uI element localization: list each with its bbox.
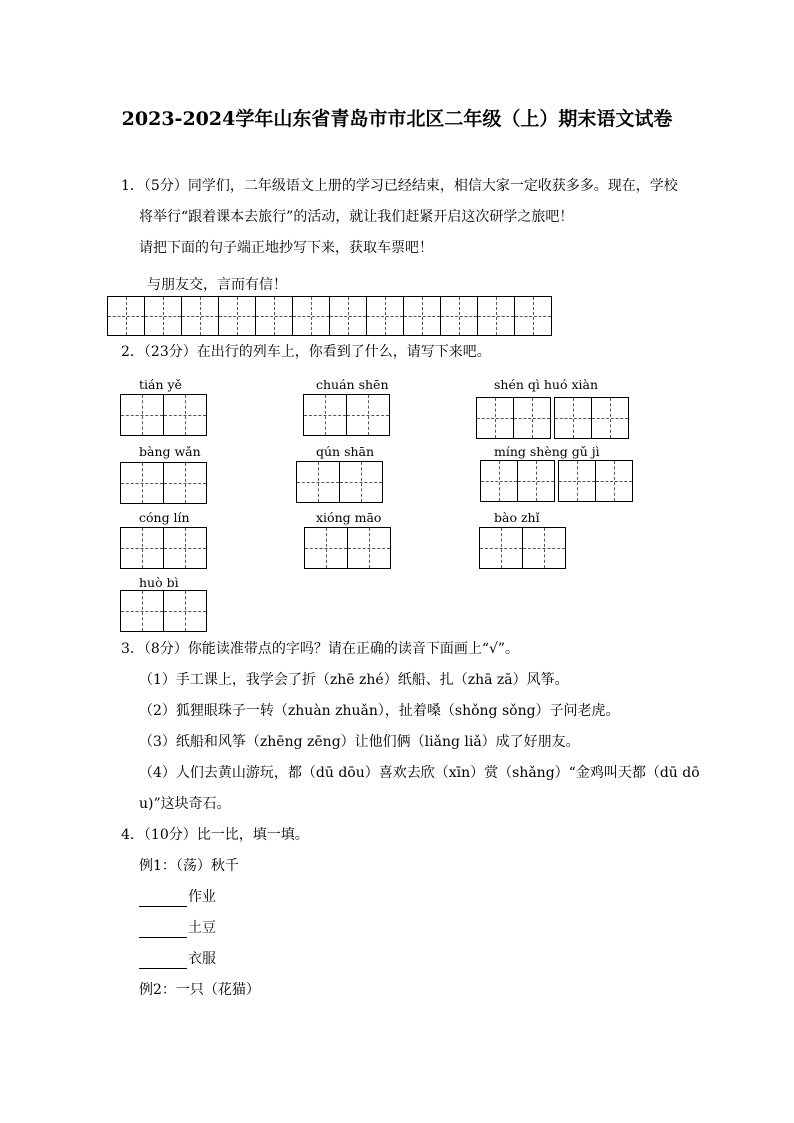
grid-cell[interactable] — [218, 296, 256, 336]
pinyin-label: míng shèng gǔ jì — [494, 444, 600, 459]
fill-blank[interactable] — [139, 953, 187, 969]
answer-grid[interactable] — [120, 394, 206, 436]
grid-cell[interactable] — [107, 296, 145, 336]
grid-cell[interactable] — [517, 460, 555, 502]
q3-item-1: （1）手工课上，我学会了折（zhē zhé）纸船、扎（zhā zā）风筝。 — [139, 672, 569, 688]
answer-grid[interactable] — [120, 462, 206, 504]
answer-grid[interactable] — [120, 527, 206, 569]
grid-cell[interactable] — [304, 527, 348, 569]
q1-line3: 请把下面的句子端正地抄写下来，获取车票吧！ — [139, 240, 433, 256]
copy-grid-row[interactable] — [107, 296, 551, 336]
grid-cell[interactable] — [347, 527, 391, 569]
answer-grid[interactable] — [479, 527, 565, 569]
q4-example-1: 例1：（荡）秋千 — [139, 858, 239, 874]
pinyin-label: shén qì huó xiàn — [494, 377, 599, 392]
q2-heading: 2．（23分）在出行的列车上，你看到了什么，请写下来吧。 — [121, 344, 491, 360]
answer-grid[interactable] — [296, 461, 382, 503]
grid-cell[interactable] — [296, 461, 340, 503]
grid-cell[interactable] — [339, 461, 383, 503]
grid-cell[interactable] — [591, 397, 629, 439]
answer-grid[interactable] — [480, 460, 632, 502]
grid-cell[interactable] — [440, 296, 478, 336]
q1-line1: 1．（5分）同学们，二年级语文上册的学习已经结束，相信大家一定收获多多。现在，学校 — [121, 178, 678, 194]
grid-cell[interactable] — [120, 590, 164, 632]
answer-grid[interactable] — [476, 397, 628, 439]
grid-cell[interactable] — [329, 296, 367, 336]
pinyin-label: tián yě — [139, 377, 182, 392]
pinyin-label: cóng lín — [139, 510, 190, 525]
pinyin-label: chuán shēn — [316, 377, 389, 392]
grid-cell[interactable] — [480, 460, 518, 502]
pinyin-label: xióng māo — [316, 510, 382, 525]
fill-word: 作业 — [188, 889, 216, 905]
grid-cell[interactable] — [513, 397, 551, 439]
q3-item-3: （3）纸船和风筝（zhēng zēng）让他们俩（liǎng liǎ）成了好朋友。 — [139, 734, 580, 750]
grid-cell[interactable] — [163, 527, 207, 569]
grid-cell[interactable] — [514, 296, 552, 336]
grid-cell[interactable] — [144, 296, 182, 336]
grid-cell[interactable] — [120, 462, 164, 504]
q3-item-4-cont: u)”这块奇石。 — [139, 796, 231, 812]
q3-item-4: （4）人们去黄山游玩，都（dū dōu）喜欢去欣（xīn）赏（shǎng）“金鸡叫天都（dū dō — [139, 765, 700, 781]
fill-blank[interactable] — [139, 922, 187, 938]
fill-word: 土豆 — [188, 920, 216, 936]
q4-fill-row — [139, 887, 216, 907]
page-title: 2023-2024学年山东省青岛市市北区二年级（上）期末语文试卷 — [121, 108, 673, 130]
fill-word: 衣服 — [188, 951, 216, 967]
grid-cell[interactable] — [255, 296, 293, 336]
grid-cell[interactable] — [120, 527, 164, 569]
q4-example-2: 例2：一只（花猫） — [139, 982, 260, 998]
grid-cell[interactable] — [476, 397, 514, 439]
q4-fill-row — [139, 918, 216, 938]
q3-item-2: （2）狐狸眼珠子一转（zhuàn zhuǎn），扯着嗓（shǒng sǒng）子问老虎。 — [139, 703, 620, 719]
grid-cell[interactable] — [522, 527, 566, 569]
q4-fill-row — [139, 949, 216, 969]
grid-cell[interactable] — [292, 296, 330, 336]
grid-cell[interactable] — [303, 394, 347, 436]
q1-line2: 将举行“跟着课本去旅行”的活动，就让我们赶紧开启这次研学之旅吧！ — [139, 209, 574, 225]
grid-cell[interactable] — [181, 296, 219, 336]
grid-cell[interactable] — [346, 394, 390, 436]
pinyin-label: huò bì — [139, 575, 179, 590]
grid-cell[interactable] — [163, 462, 207, 504]
pinyin-label: bàng wǎn — [139, 444, 201, 459]
pinyin-label: bào zhǐ — [494, 510, 540, 525]
fill-blank[interactable] — [139, 891, 187, 907]
grid-cell[interactable] — [558, 460, 596, 502]
q4-heading: 4．（10分）比一比，填一填。 — [121, 827, 309, 843]
grid-cell[interactable] — [120, 394, 164, 436]
answer-grid[interactable] — [120, 590, 206, 632]
grid-cell[interactable] — [554, 397, 592, 439]
grid-cell[interactable] — [595, 460, 633, 502]
pinyin-label: qún shān — [316, 444, 375, 459]
grid-cell[interactable] — [163, 394, 207, 436]
answer-grid[interactable] — [303, 394, 389, 436]
q3-heading: 3．（8分）你能读准带点的字吗？请在正确的读音下面画上“√”。 — [121, 641, 520, 657]
grid-cell[interactable] — [366, 296, 404, 336]
q1-sentence: 与朋友交，言而有信！ — [147, 277, 287, 293]
grid-cell[interactable] — [163, 590, 207, 632]
answer-grid[interactable] — [304, 527, 390, 569]
grid-cell[interactable] — [477, 296, 515, 336]
grid-cell[interactable] — [479, 527, 523, 569]
grid-cell[interactable] — [403, 296, 441, 336]
